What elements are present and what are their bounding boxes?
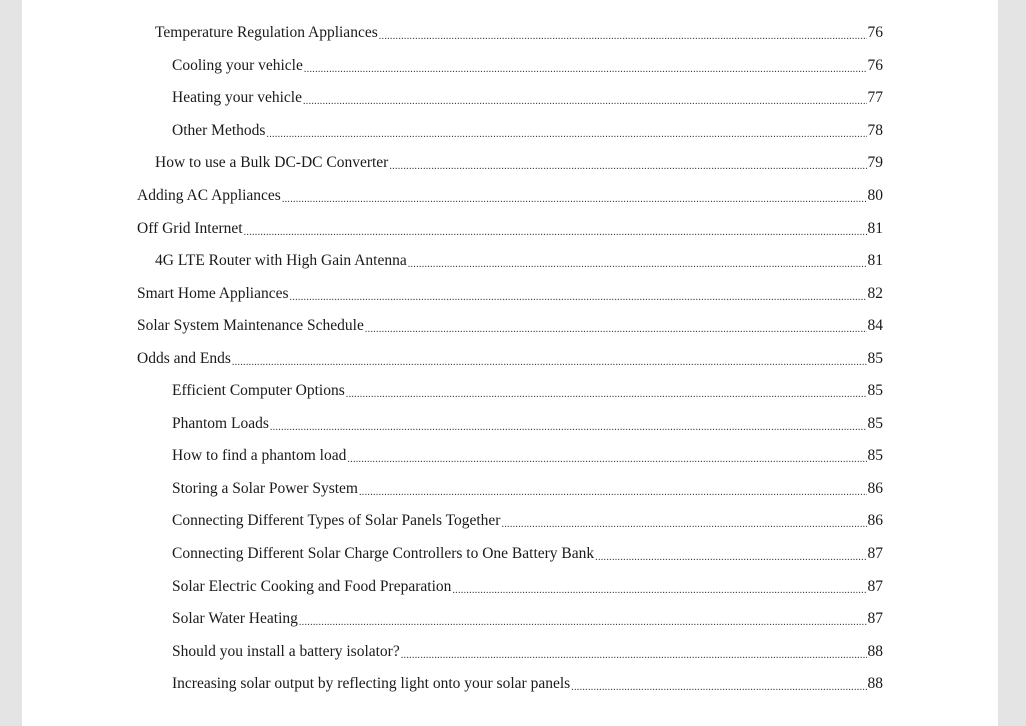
toc-page-number: 76 <box>867 24 883 42</box>
toc-entry-title: Heating your vehicle <box>172 89 302 107</box>
toc-entry[interactable] <box>22 50 998 83</box>
toc-entry-title: Solar Water Heating <box>172 610 298 628</box>
toc-entry-title: Adding AC Appliances <box>137 187 281 204</box>
toc-page-number: 87 <box>867 545 883 563</box>
toc-entry[interactable] <box>22 375 998 408</box>
toc-dot-leader <box>303 91 867 109</box>
toc-entry[interactable] <box>22 635 998 668</box>
toc-page-number: 85 <box>867 414 883 432</box>
toc-page-number: 87 <box>867 577 883 595</box>
toc-entry[interactable] <box>22 147 998 180</box>
toc-entry[interactable] <box>22 668 998 701</box>
toc-page-number: 80 <box>867 187 883 204</box>
toc-entry-title: Increasing solar output by reflecting light onto your solar panels <box>172 675 571 693</box>
toc-dot-leader <box>266 124 866 142</box>
toc-entry-title: How to use a Bulk DC-DC Converter <box>155 154 389 172</box>
toc-dot-leader <box>346 384 867 402</box>
toc-entry-title: Connecting Different Solar Charge Controllers to One Battery Bank <box>172 545 595 563</box>
toc-dot-leader <box>282 189 867 207</box>
toc-entry[interactable] <box>22 245 998 278</box>
toc-dot-leader <box>452 580 866 598</box>
toc-page-number: 87 <box>867 610 883 628</box>
toc-page-number: 76 <box>867 56 883 74</box>
table-of-contents <box>22 17 998 700</box>
toc-page-number: 84 <box>867 317 883 335</box>
toc-dot-leader <box>365 319 867 337</box>
toc-entry[interactable] <box>22 505 998 538</box>
toc-page-number: 78 <box>867 121 883 139</box>
toc-entry[interactable] <box>22 408 998 441</box>
toc-dot-leader <box>304 59 867 77</box>
toc-dot-leader <box>595 547 866 565</box>
toc-entry[interactable] <box>22 603 998 636</box>
toc-entry-title: Storing a Solar Power System <box>172 479 358 497</box>
toc-entry-title: Efficient Computer Options <box>172 382 345 400</box>
toc-page-number: 88 <box>867 675 883 693</box>
toc-page-number: 82 <box>867 284 883 302</box>
toc-entry[interactable] <box>22 538 998 571</box>
toc-page-number: 77 <box>867 89 883 107</box>
toc-entry[interactable] <box>22 440 998 473</box>
toc-page-number: 86 <box>867 512 883 530</box>
toc-entry[interactable] <box>22 570 998 603</box>
toc-entry[interactable] <box>22 82 998 115</box>
toc-dot-leader <box>347 449 866 467</box>
toc-page-number: 79 <box>867 154 883 172</box>
toc-entry-title: Off Grid Internet <box>137 219 243 237</box>
toc-dot-leader <box>359 482 867 500</box>
toc-entry[interactable] <box>22 473 998 506</box>
toc-entry-title: Cooling your vehicle <box>172 56 303 74</box>
toc-entry-title: How to find a phantom load <box>172 447 347 465</box>
toc-entry-title: Connecting Different Types of Solar Panels Together <box>172 512 501 530</box>
toc-entry[interactable] <box>22 310 998 343</box>
toc-page-number: 81 <box>867 219 883 237</box>
toc-entry-title: Phantom Loads <box>172 414 269 432</box>
toc-dot-leader <box>299 612 867 630</box>
toc-dot-leader <box>389 156 866 174</box>
toc-dot-leader <box>379 26 867 44</box>
toc-entry-title: Should you install a battery isolator? <box>172 642 400 660</box>
toc-dot-leader <box>401 645 867 663</box>
toc-page-number: 81 <box>867 252 883 270</box>
toc-page-number: 85 <box>867 382 883 400</box>
toc-entry[interactable] <box>22 180 998 213</box>
toc-dot-leader <box>290 287 867 305</box>
document-page <box>22 0 998 726</box>
toc-entry-title: Smart Home Appliances <box>137 284 289 302</box>
toc-entry-title: Solar Electric Cooking and Food Preparation <box>172 577 452 595</box>
toc-page-number: 86 <box>867 479 883 497</box>
toc-dot-leader <box>244 222 867 240</box>
toc-page-number: 88 <box>867 642 883 660</box>
toc-entry[interactable] <box>22 212 998 245</box>
toc-entry-title: Temperature Regulation Appliances <box>155 24 378 42</box>
toc-dot-leader <box>232 352 867 370</box>
toc-entry[interactable] <box>22 277 998 310</box>
toc-dot-leader <box>408 254 867 272</box>
toc-entry-title: 4G LTE Router with High Gain Antenna <box>155 252 407 270</box>
toc-entry[interactable] <box>22 115 998 148</box>
toc-page-number: 85 <box>867 447 883 465</box>
toc-entry-title: Solar System Maintenance Schedule <box>137 317 364 335</box>
toc-dot-leader <box>270 417 867 435</box>
toc-dot-leader <box>501 514 866 532</box>
toc-entry[interactable] <box>22 17 998 50</box>
toc-page-number: 85 <box>867 349 883 367</box>
toc-dot-leader <box>571 677 866 695</box>
toc-entry[interactable] <box>22 342 998 375</box>
toc-entry-title: Odds and Ends <box>137 349 231 367</box>
toc-entry-title: Other Methods <box>172 121 266 139</box>
